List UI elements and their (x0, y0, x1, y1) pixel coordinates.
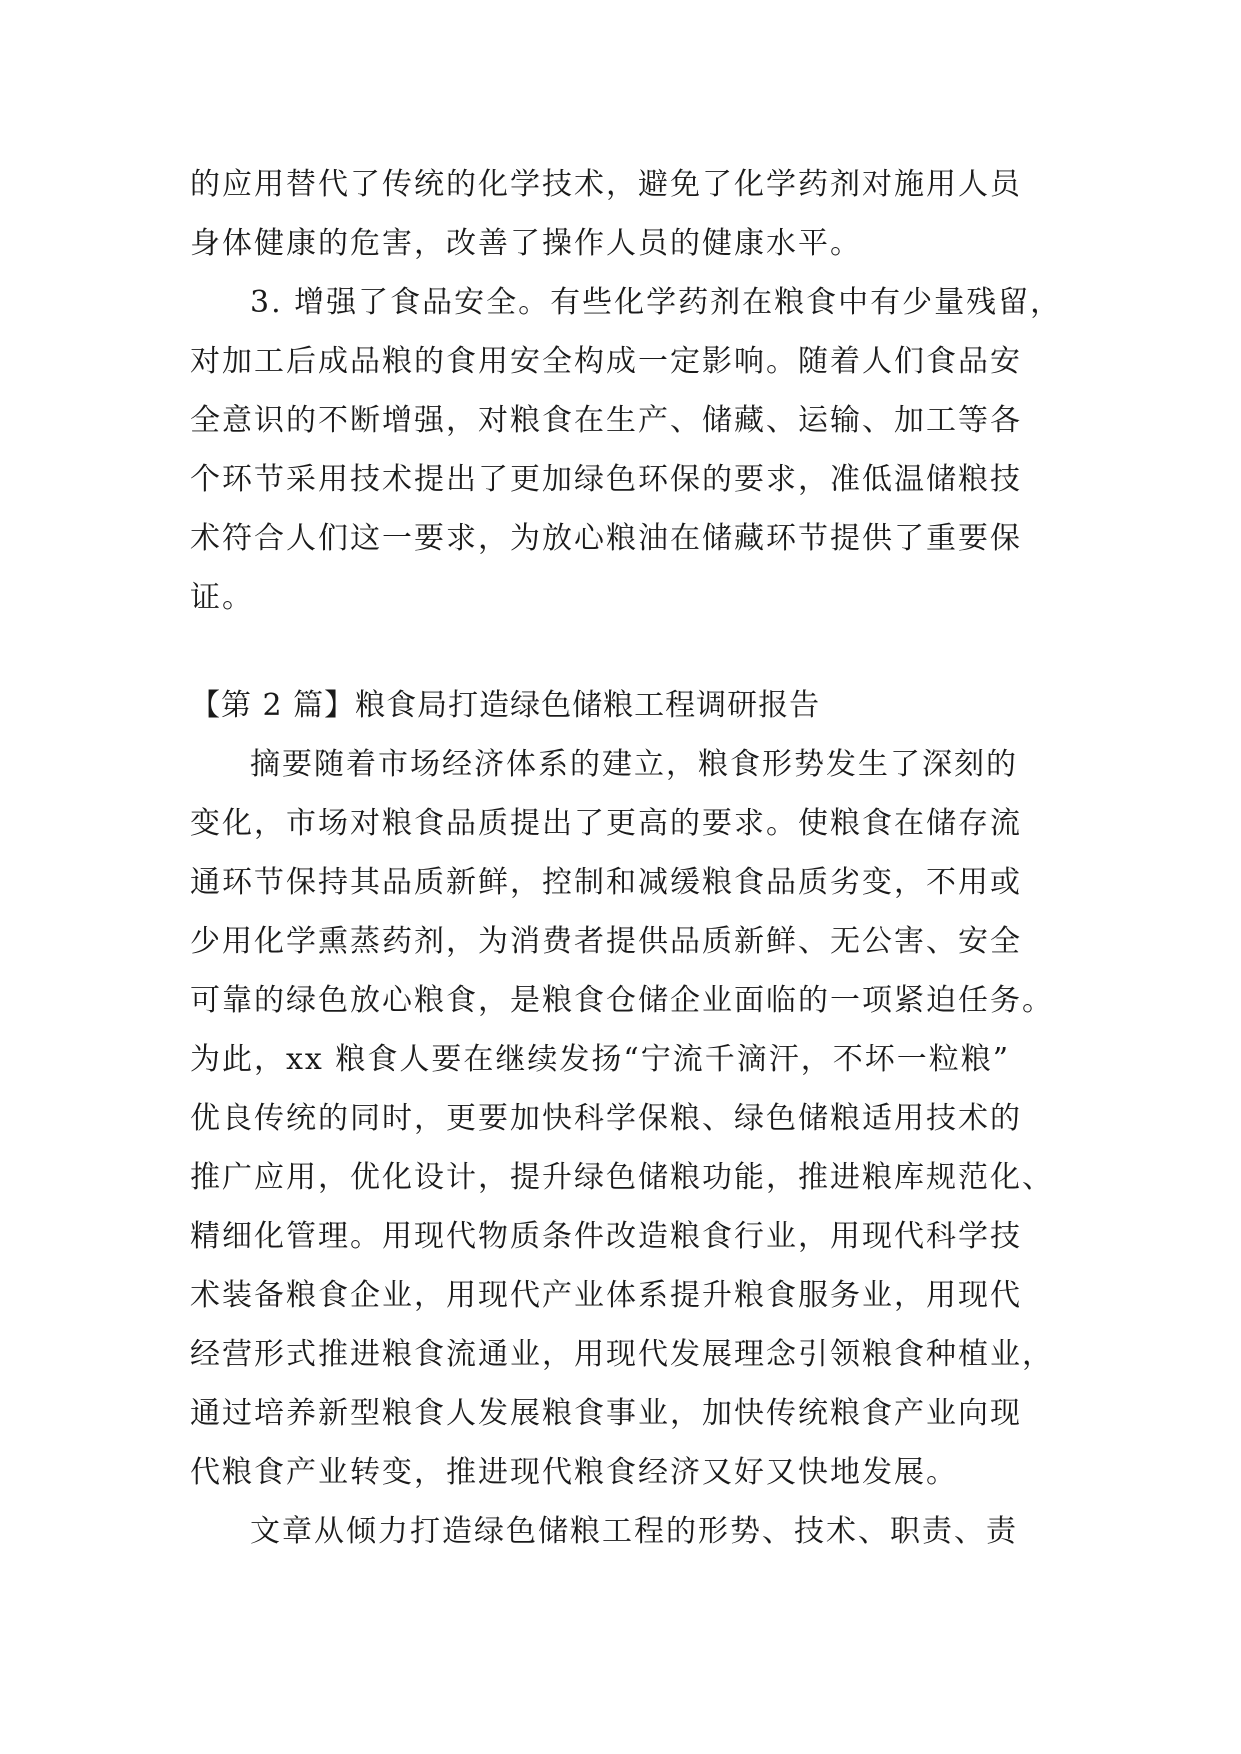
paragraph-line: 术符合人们这一要求，为放心粮油在储藏环节提供了重要保 (190, 521, 1022, 556)
paragraph-line: 通过培养新型粮食人发展粮食事业，加快传统粮食产业向现 (190, 1396, 1022, 1431)
paragraph-line: 全意识的不断增强，对粮食在生产、储藏、运输、加工等各 (190, 403, 1022, 438)
paragraph-line: 3. 增强了食品安全。有些化学药剂在粮食中有少量残留， (250, 285, 1063, 320)
paragraph-line: 术装备粮食企业，用现代产业体系提升粮食服务业，用现代 (190, 1278, 1022, 1313)
paragraph-line: 变化，市场对粮食品质提出了更高的要求。使粮食在储存流 (190, 806, 1022, 841)
paragraph-line: 精细化管理。用现代物质条件改造粮食行业，用现代科学技 (190, 1219, 1022, 1254)
paragraph-line: 对加工后成品粮的食用安全构成一定影响。随着人们食品安 (190, 344, 1022, 379)
paragraph-line: 的应用替代了传统的化学技术，避免了化学药剂对施用人员 (190, 167, 1022, 202)
section-heading: 【第 2 篇】粮食局打造绿色储粮工程调研报告 (190, 688, 821, 723)
paragraph-line: 证。 (190, 580, 254, 615)
paragraph-line: 通环节保持其品质新鲜，控制和减缓粮食品质劣变，不用或 (190, 865, 1022, 900)
paragraph-line: 可靠的绿色放心粮食，是粮食仓储企业面临的一项紧迫任务。 (190, 983, 1054, 1018)
paragraph-line: 代粮食产业转变，推进现代粮食经济又好又快地发展。 (190, 1455, 958, 1490)
paragraph-line: 经营形式推进粮食流通业，用现代发展理念引领粮食种植业， (190, 1337, 1054, 1372)
paragraph-line: 身体健康的危害，改善了操作人员的健康水平。 (190, 226, 862, 261)
paragraph-line: 文章从倾力打造绿色储粮工程的形势、技术、职责、责 (250, 1514, 1018, 1549)
paragraph-line: 推广应用，优化设计，提升绿色储粮功能，推进粮库规范化、 (190, 1160, 1054, 1195)
paragraph-line: 为此，xx 粮食人要在继续发扬“宁流千滴汗，不坏一粒粮” (190, 1042, 1011, 1077)
paragraph-line: 优良传统的同时，更要加快科学保粮、绿色储粮适用技术的 (190, 1101, 1022, 1136)
paragraph-line: 摘要随着市场经济体系的建立，粮食形势发生了深刻的 (250, 747, 1018, 782)
paragraph-line: 少用化学熏蒸药剂，为消费者提供品质新鲜、无公害、安全 (190, 924, 1022, 959)
paragraph-line: 个环节采用技术提出了更加绿色环保的要求，准低温储粮技 (190, 462, 1022, 497)
